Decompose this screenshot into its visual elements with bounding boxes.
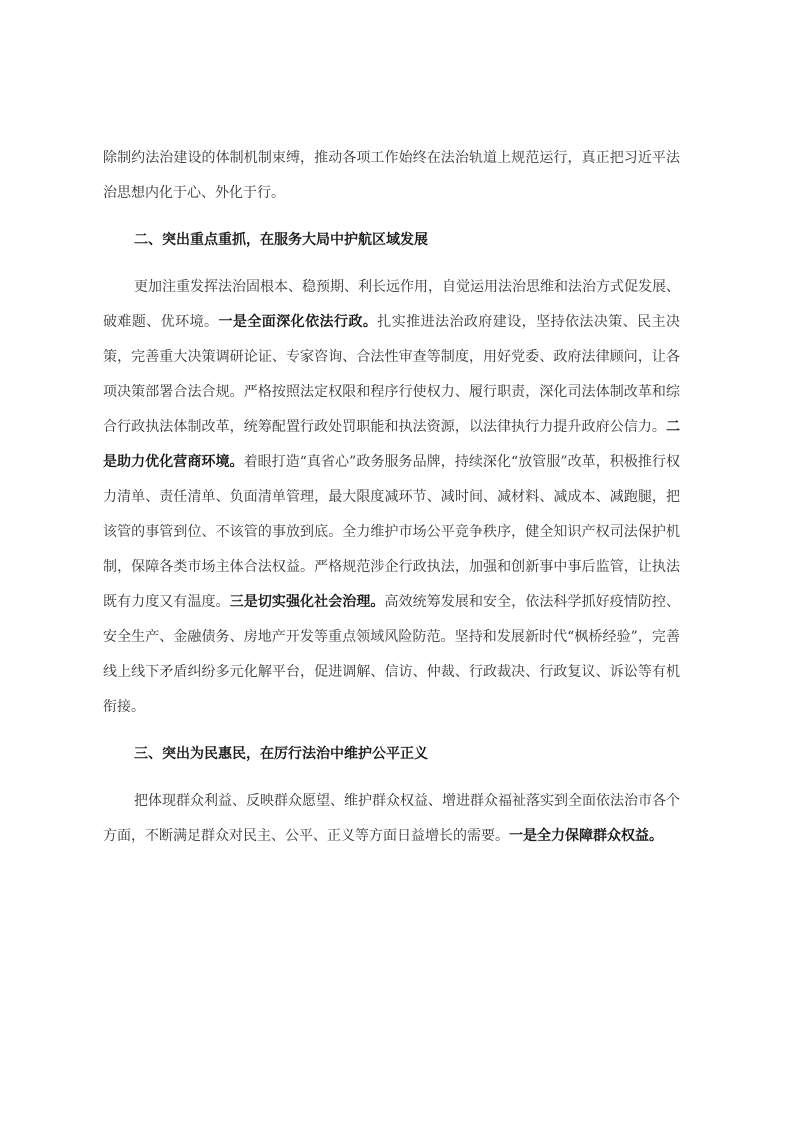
section-3-intro: 把体现群众利益、反映群众愿望、维护群众权益、增进群众福祉落实到全面依法治市各个方面，不断满足群众对民主、公平、正义等方面日益增长的需要。 xyxy=(103,793,680,844)
section-2-point-3-title: 三是切实强化社会治理。 xyxy=(229,594,385,610)
document-body xyxy=(103,141,680,854)
section-2-point-2-text: 着眼打造“真省心”政务服务品牌，持续深化“放管服”改革，积极推行权力清单、责任清单、负面清单管理，最大限度减环节、减时间、减材料、减成本、减跑腿，把该管的事管到位、不该管的事放到底。全力维护市场公平竞争秩序，健全知识产权司法保护机制，保障各类市场主体合法权益。严格规范涉企行政执法，加强和创新事中事后监管，让执法既有力度又有温度。 xyxy=(103,454,680,610)
section-3-point-1-title: 一是全力保障群众权益。 xyxy=(509,828,663,844)
section-2-point-2-title: 二是助力优化营商环境。 xyxy=(103,419,680,470)
paragraph-continuation: 除制约法治建设的体制机制束缚，推动各项工作始终在法治轨道上规范运行，真正把习近平法治思想内化于心、外化于行。 xyxy=(103,150,680,201)
section-3-paragraph xyxy=(103,784,680,854)
section-2-paragraph xyxy=(103,270,680,725)
section-heading-3: 三、突出为民惠民，在厉行法治中维护公平正义 xyxy=(134,746,428,762)
section-2-point-1-title: 一是全面深化依法行政。 xyxy=(218,314,378,330)
section-heading-2: 二、突出重点重抓，在服务大局中护航区域发展 xyxy=(134,232,428,248)
section-2-point-1-text: 扎实推进法治政府建设，坚持依法决策、民主决策，完善重大决策调研论证、专家咨询、合法性审查等制度，用好党委、政府法律顾问，让各项决策部署合法合规。严格按照法定权限和程序行使权力、履行职责，深化司法体制改革和综合行政执法体制改革，统筹配置行政处罚职能和执法资源，以法律执行力提升政府公信力。 xyxy=(103,314,681,435)
section-2-point-3-text: 高效统筹发展和安全，依法科学抓好疫情防控、安全生产、金融债务、房地产开发等重点领域风险防范。坚持和发展新时代“枫桥经验”，完善线上线下矛盾纠纷多元化解平台，促进调解、信访、仲裁、行政裁决、行政复议、诉讼等有机衔接。 xyxy=(103,594,681,715)
section-2-intro: 更加注重发挥法治固根本、稳预期、利长远作用，自觉运用法治思维和法治方式促发展、破难题、优环境。 xyxy=(103,279,680,330)
